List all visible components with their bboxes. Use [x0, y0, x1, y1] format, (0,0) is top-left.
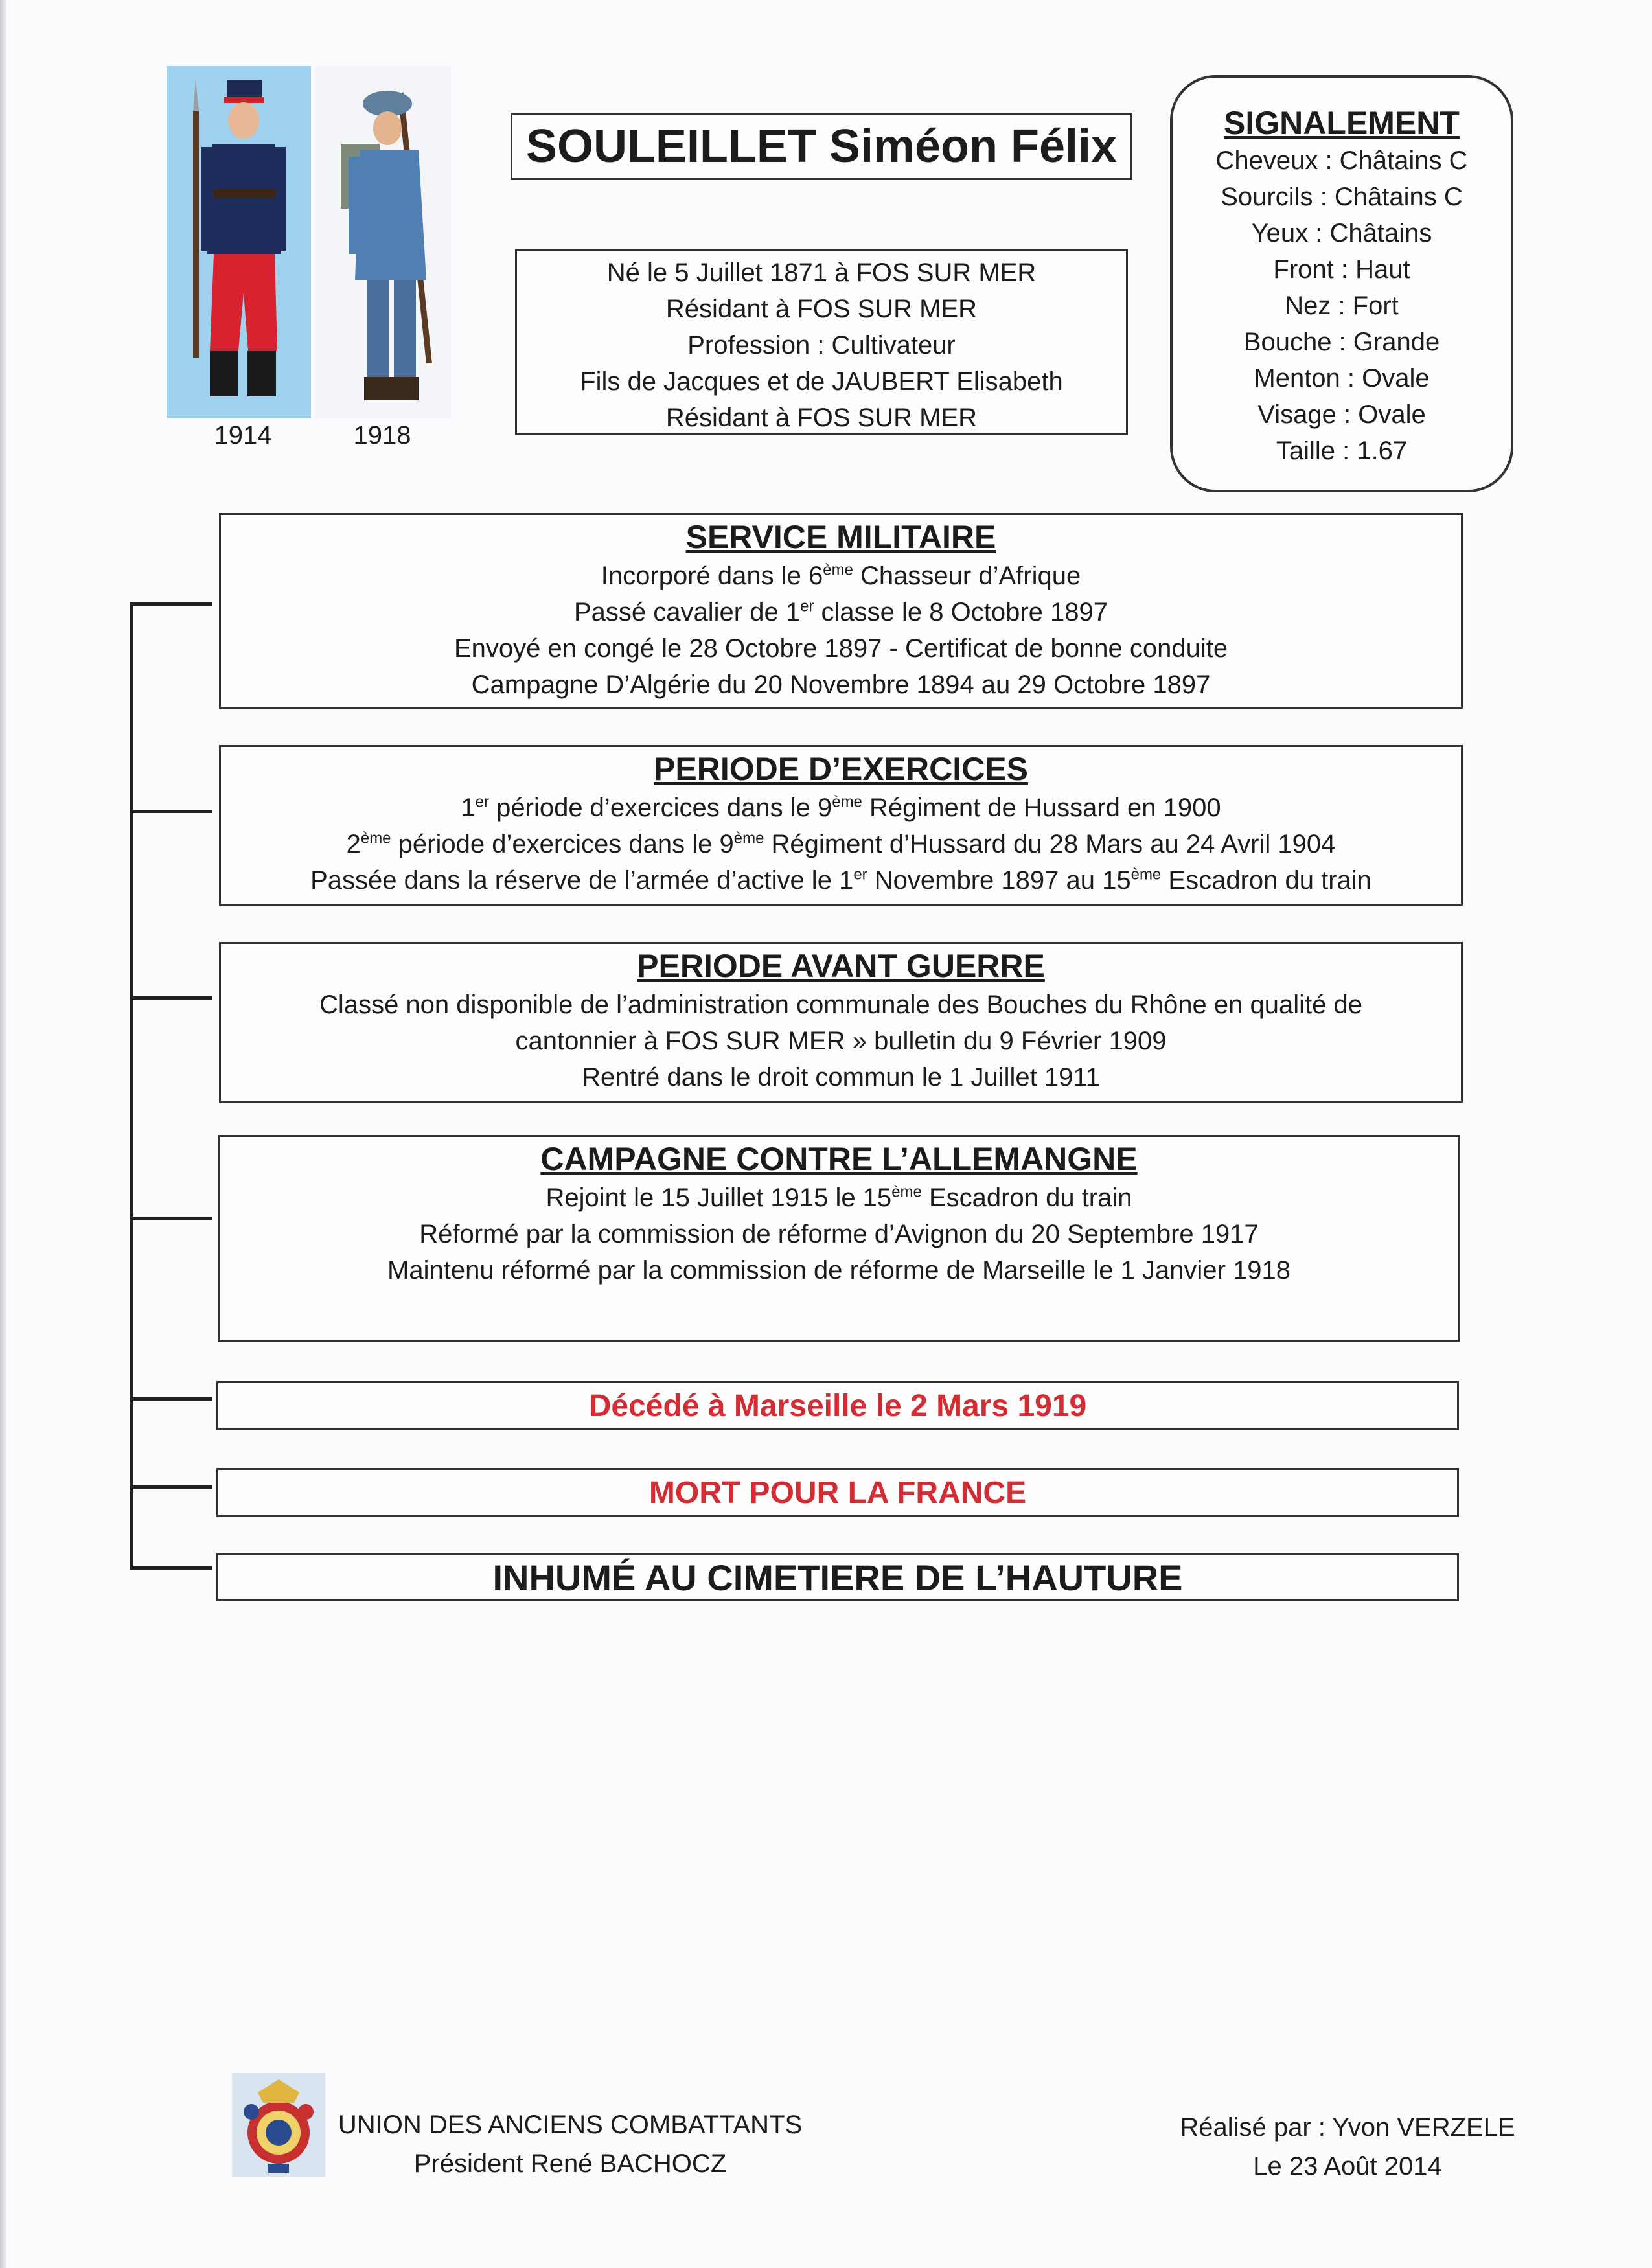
section-title: PERIODE D’EXERCICES	[654, 751, 1028, 787]
signalement-box	[1170, 75, 1513, 492]
deces-box	[216, 1381, 1459, 1430]
section-title: PERIODE AVANT GUERRE	[637, 948, 1045, 984]
year-label-1914: 1914	[214, 421, 272, 450]
year-label-1918: 1918	[353, 421, 411, 450]
section-title: CAMPAGNE CONTRE L’ALLEMANGNE	[540, 1141, 1138, 1177]
signalement-line: Taille : 1.67	[1276, 437, 1408, 465]
periode-exercices-box	[219, 745, 1463, 906]
timeline-branch	[130, 602, 212, 606]
section-line: Campagne D’Algérie du 20 Novembre 1894 au 29 Octobre 1897	[471, 670, 1211, 699]
name-box	[511, 113, 1132, 180]
deces-text: Décédé à Marseille le 2 Mars 1919	[588, 1388, 1087, 1423]
mort-pour-la-france-box	[216, 1468, 1459, 1517]
campagne-box	[218, 1135, 1460, 1342]
signalement-title: SIGNALEMENT	[1224, 105, 1460, 141]
section-line: Envoyé en congé le 28 Octobre 1897 - Certificat de bonne conduite	[453, 634, 1228, 663]
section-title: SERVICE MILITAIRE	[685, 519, 996, 555]
signalement-line: Front : Haut	[1273, 255, 1410, 284]
footer-organization	[337, 2105, 803, 2183]
footer-president: Président René BACHOCZ	[413, 2149, 727, 2178]
mort-text: MORT POUR LA FRANCE	[648, 1475, 1027, 1510]
page-edge	[0, 0, 6, 2268]
footer-org-name: UNION DES ANCIENS COMBATTANTS	[338, 2111, 803, 2139]
identity-box	[515, 249, 1128, 435]
section-line: Réformé par la commission de réforme d’Avignon du 20 Septembre 1917	[419, 1220, 1259, 1248]
section-line: Classé non disponible de l’administration communale des Bouches du Rhône en qualité de	[319, 991, 1362, 1019]
signalement-line: Sourcils : Châtains C	[1221, 183, 1463, 211]
timeline-branch	[130, 1397, 212, 1401]
footer-date: Le 23 Août 2014	[1253, 2152, 1442, 2181]
section-line: cantonnier à FOS SUR MER » bulletin du 9 Février 1909	[515, 1027, 1167, 1055]
person-name: SOULEILLET Siméon Félix	[525, 120, 1118, 172]
identity-line: Résidant à FOS SUR MER	[665, 295, 978, 323]
signalement-line: Nez : Fort	[1285, 292, 1399, 320]
footer-author	[1166, 2108, 1529, 2186]
identity-line: Résidant à FOS SUR MER	[665, 404, 978, 432]
signalement-line: Menton : Ovale	[1254, 364, 1430, 393]
signalement-line: Cheveux : Châtains C	[1215, 146, 1468, 175]
inhume-box	[216, 1553, 1459, 1601]
timeline-trunk	[130, 602, 133, 1568]
soldier-1914-image	[167, 66, 311, 418]
service-militaire-box	[219, 513, 1463, 709]
section-line: Rentré dans le droit commun le 1 Juillet 1911	[582, 1063, 1100, 1092]
union-emblem-logo	[232, 2073, 325, 2177]
inhume-text: INHUMÉ AU CIMETIERE DE L’HAUTURE	[492, 1557, 1183, 1598]
section-line: 2ème période d’exercices dans le 9ème Régiment d’Hussard du 28 Mars au 24 Avril 1904	[346, 829, 1336, 858]
soldier-1918-image	[315, 66, 451, 418]
section-line: Maintenu réformé par la commission de réforme de Marseille le 1 Janvier 1918	[387, 1256, 1291, 1285]
timeline-branch	[130, 1217, 212, 1220]
identity-line: Profession : Cultivateur	[687, 331, 956, 360]
timeline-branch	[130, 810, 212, 813]
identity-line: Fils de Jacques et de JAUBERT Elisabeth	[580, 367, 1063, 396]
section-line: Passée dans la réserve de l’armée d’active le 1er Novembre 1897 au 15ème Escadron du train	[310, 865, 1371, 895]
section-line: Passé cavalier de 1er classe le 8 Octobre 1897	[573, 597, 1108, 626]
identity-line: Né le 5 Juillet 1871 à FOS SUR MER	[606, 258, 1037, 287]
signalement-line: Yeux : Châtains	[1251, 219, 1432, 247]
section-line: Rejoint le 15 Juillet 1915 le 15ème Escadron du train	[545, 1183, 1132, 1212]
timeline-branch	[130, 1566, 212, 1570]
section-line: Incorporé dans le 6ème Chasseur d’Afrique	[601, 561, 1081, 590]
signalement-line: Visage : Ovale	[1257, 400, 1426, 429]
periode-avant-guerre-box	[219, 942, 1463, 1103]
section-line: 1er période d’exercices dans le 9ème Régiment de Hussard en 1900	[461, 793, 1221, 822]
timeline-branch	[130, 1485, 212, 1489]
footer-realise: Réalisé par : Yvon VERZELE	[1180, 2113, 1515, 2142]
signalement-line: Bouche : Grande	[1243, 328, 1440, 356]
timeline-branch	[130, 996, 212, 1000]
